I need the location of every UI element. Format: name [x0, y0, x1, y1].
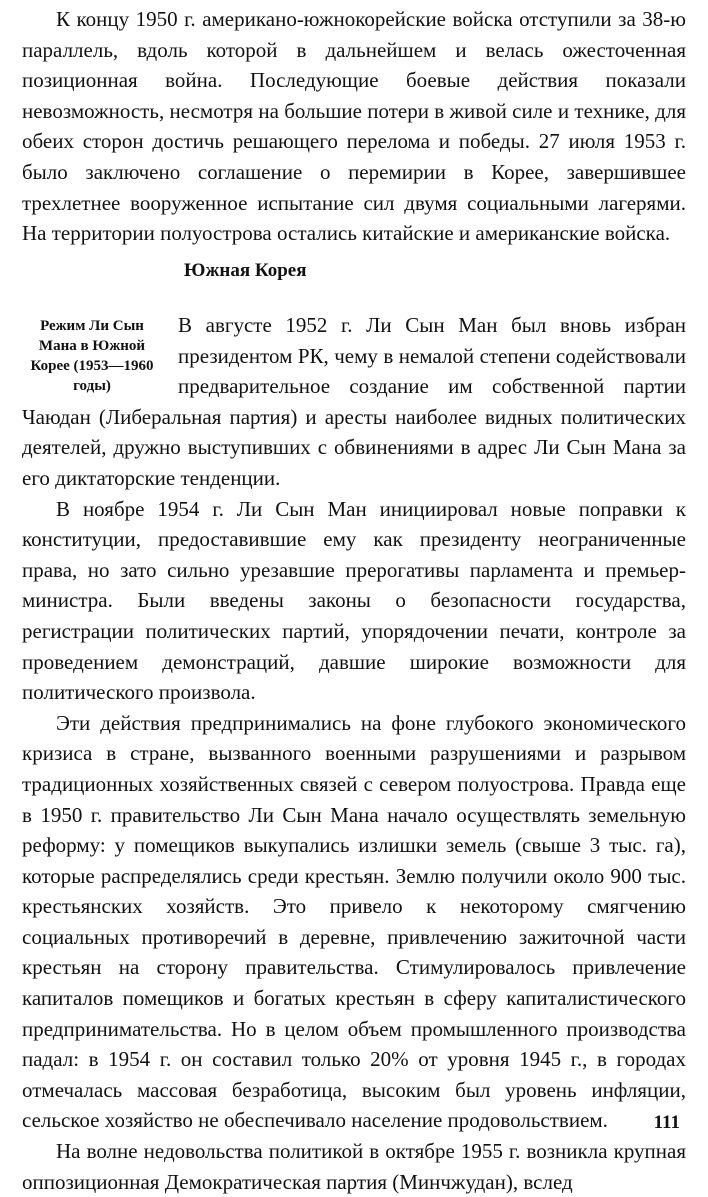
top-text-block: [22, 4, 686, 249]
paragraph: К концу 1950 г. американо-южнокорейские войска отступили за 38-ю параллель, вдоль которой в дальнейшем и велась ожесточенная позиционная война. Последующие боевые действия показали невозможность, несмотря на большие потери в живой силе и технике, для обеих сторон достичь решающего перелома и победы. 27 июля 1953 г. было заключено соглашение о перемирии в Корее, завершившее трехлетнее вооруженное испытание сил двумя социальными лагерями. На территории полуострова остались китайские и американские войска.: [22, 7, 686, 246]
section-text-block: [22, 310, 686, 1197]
paragraph: На волне недовольства политикой в октябре 1955 г. возникла крупная оппозиционная Демократическая партия (Минчжудан), вслед: [22, 1139, 686, 1194]
paragraph: В августе 1952 г. Ли Сын Ман был вновь избран президентом РК, чему в немалой степени содействовали предварительное создание им собственной партии Чаюдан (Либеральная партия) и аресты наиболее видных политических деятелей, дружно выступивших с обвинениями в адрес Ли Сын Мана за его диктаторские тенденции.: [22, 313, 686, 490]
margin-note: Режим Ли Сын Мана в Южной Корее (1953—1960 годы): [30, 318, 154, 394]
paragraph: Эти действия предпринимались на фоне глубокого экономического кризиса в стране, вызванного военными разрушениями и разрывом традиционных хозяйственных связей с севером полуострова. Правда еще в 1950 г. правительство Ли Сын Мана начало осуществлять земельную реформу: у помещиков выкупались излишки земель (свыше 3 тыс. га), которые распределялись среди крестьян. Землю получили около 900 тыс. крестьянских хозяйств. Это привело к некоторому смягчению социальных противоречий в деревне, привлечению зажиточной части крестьян на сторону правительства. Стимулировалось привлечение капиталов помещиков и богатых крестьян в сферу капиталистического предпринимательства. Но в целом объем промышленного производства падал: в 1954 г. он составил только 20% от уровня 1945 г., в городах отмечалась массовая безработица, высоким был уровень инфляции, сельское хозяйство не обеспечивало население продовольствием.: [22, 710, 686, 1133]
page-number: 111: [653, 1112, 680, 1133]
section-heading: Южная Корея: [184, 260, 307, 281]
paragraph: В ноябре 1954 г. Ли Сын Ман инициировал новые поправки к конституции, предоставившие ему как президенту неограниченные права, но зато сильно урезавшие прерогативы парламента и премьер-министра. Были введены законы о безопасности государства, регистрации политических партий, упорядочении печати, контроле за проведением демонстраций, давшие широкие возможности для политического произвола.: [22, 496, 686, 705]
